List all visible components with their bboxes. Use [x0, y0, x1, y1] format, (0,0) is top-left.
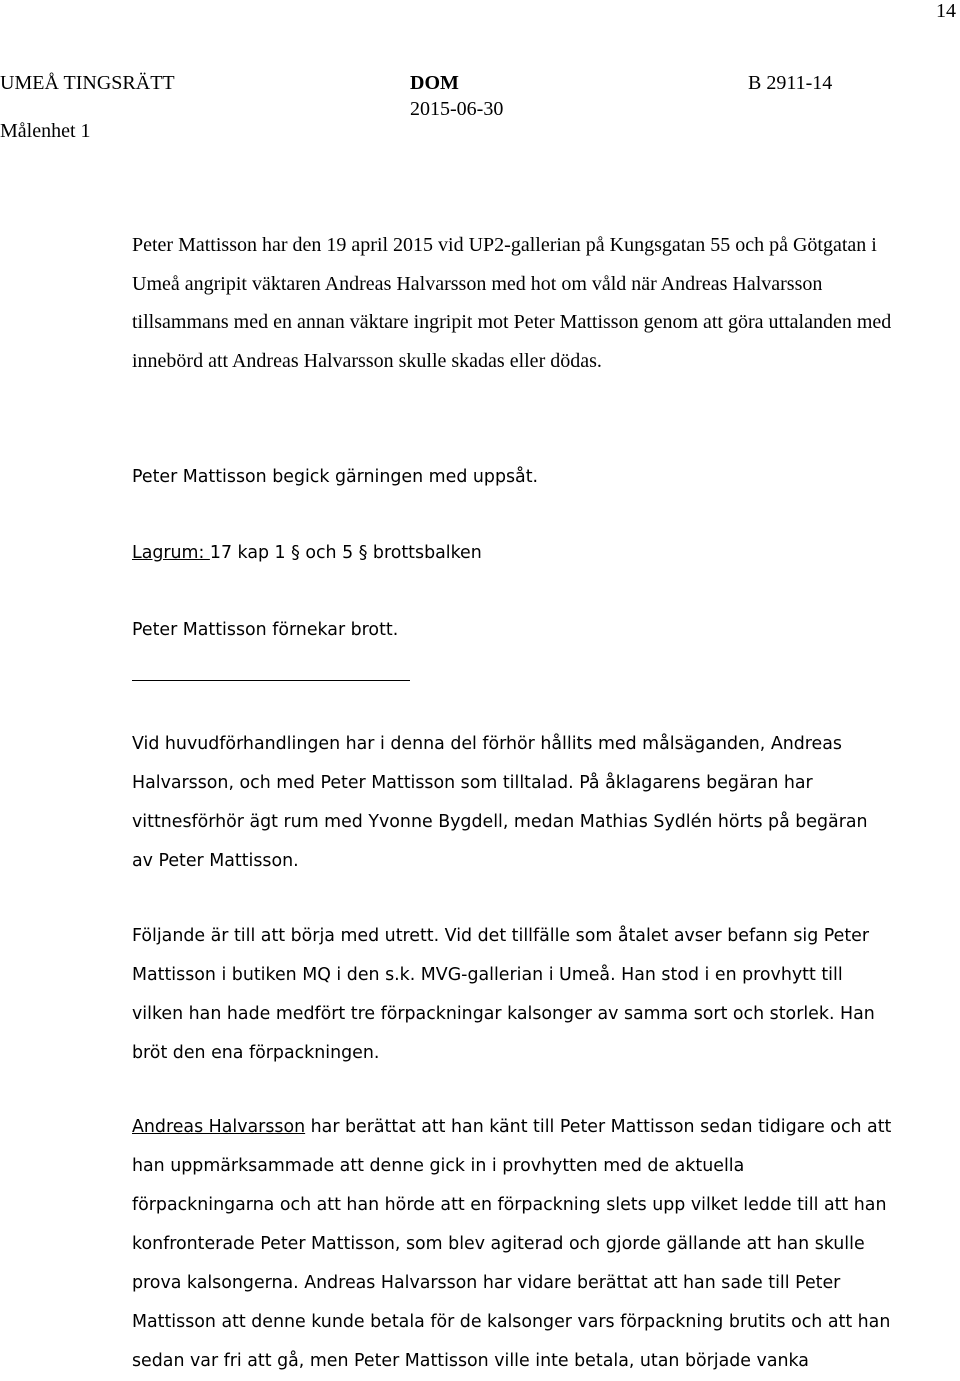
- court-unit: Målenhet 1: [0, 120, 91, 142]
- lagrum-text: 17 kap 1 § och 5 § brottsbalken: [209, 543, 482, 563]
- lagrum-label: Lagrum:: [132, 543, 210, 563]
- section-divider: [132, 680, 410, 681]
- case-number: B 2911-14: [748, 72, 833, 94]
- charge-paragraph: Peter Mattisson har den 19 april 2015 vid UP2-gallerian på Kungsgatan 55 och på Götgatan i Umeå angripit väktaren Andreas Halvarsson med hot om våld när Andreas Halvarsson tillsammans med en annan väktare ingripit mot Peter Mattisson genom att göra uttalanden med innebörd att Andreas Halvarsson skulle skadas eller dödas.: [132, 234, 892, 372]
- witness-name: Andreas Halvarsson: [132, 1117, 306, 1137]
- testimony-text: har berättat att han känt till Peter Mattisson sedan tidigare och att han uppmärksammade att denne gick in i provhytten med de aktuella förpackningarna och att han hörde att en förpackning slets upp vilket ledde till att han konfronterade Peter Mattisson, som blev agiterad och gjorde gällande att han skulle prova kalsongerna. Andreas Halvarsson har vidare berättat att han sade till Peter Mattisson att denne kunde betala för de kalsonger vars förpackning brutits och att han sedan var fri att gå, men Peter Mattisson ville inte betala, utan började vanka: [132, 1117, 892, 1371]
- facts-paragraph: Följande är till att börja med utrett. Vid det tillfälle som åtalet avser befann sig Peter Mattisson i butiken MQ i den s.k. MVG-gallerian i Umeå. Han stod i en provhytt till vilken han hade medfört tre förpackningar kalsonger av samma sort och storlek. Han bröt den ena förpackningen.: [132, 926, 875, 1063]
- court-name: UMEÅ TINGSRÄTT: [0, 72, 175, 94]
- document-type: DOM: [410, 72, 459, 94]
- plea-statement: Peter Mattisson förnekar brott.: [132, 620, 399, 640]
- document-date: 2015-06-30: [410, 98, 504, 120]
- testimony-paragraph: [132, 1108, 892, 1381]
- lagrum-line: [132, 534, 892, 573]
- page-number: 14: [936, 0, 956, 22]
- intent-statement: Peter Mattisson begick gärningen med uppsåt.: [132, 467, 539, 487]
- hearing-paragraph: Vid huvudförhandlingen har i denna del förhör hållits med målsäganden, Andreas Halvarsson, och med Peter Mattisson som tilltalad. På åklagarens begäran har vittnesförhör ägt rum med Yvonne Bygdell, medan Mathias Sydlén hörts på begäran av Peter Mattisson.: [132, 734, 868, 871]
